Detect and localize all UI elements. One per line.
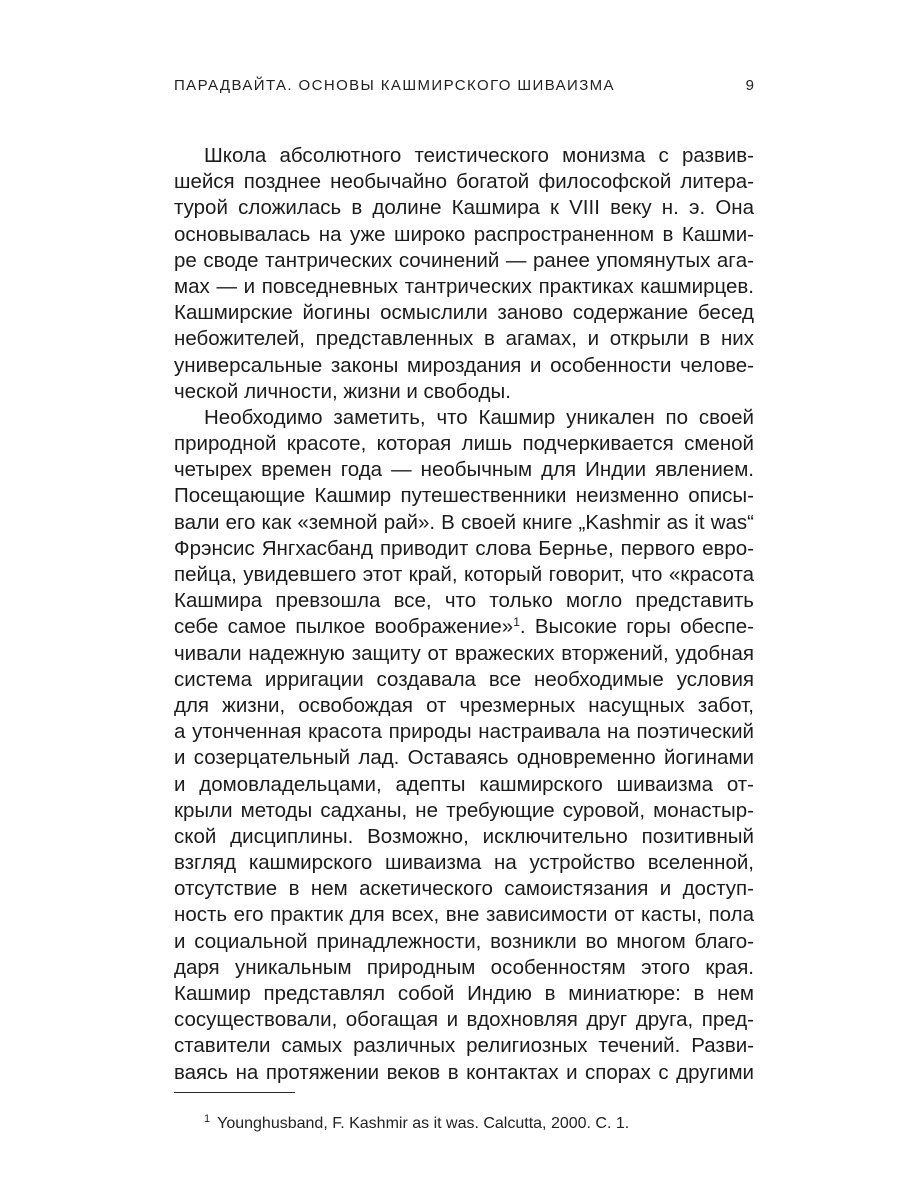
text-line: ческой личности, жизни и свободы. (174, 379, 511, 403)
text-line: Необходимо заметить, что Кашмир уникален по своей (204, 405, 754, 429)
page-number: 9 (745, 76, 754, 94)
text-line: Кашмирские йогины осмыслили заново содержание бесед (174, 301, 754, 325)
footnote-marker: 1 (204, 1113, 211, 1125)
text-line: Фрэнсис Янгхасбанд приводит слова Бернье, первого евро- (174, 536, 754, 560)
text-line: система ирригации создавала все необходимые условия (174, 667, 754, 691)
paragraph-2 (174, 405, 754, 1086)
text-line-with-footnote-ref (174, 614, 754, 640)
paragraph-1 (174, 143, 754, 405)
text-line: ваясь на протяжении веков в контактах и спорах с другими (174, 1060, 754, 1084)
running-title: ПАРАДВАЙТА. ОСНОВЫ КАШМИРСКОГО ШИВАИЗМА (174, 76, 615, 94)
text-line: небожителей, представленных в агамах, и открыли в них (174, 327, 754, 351)
text-line: ставители самых различных религиозных течений. Разви- (174, 1034, 754, 1058)
footnote-ref[interactable]: 1 (513, 615, 520, 630)
footnote-text: Younghusband, F. Kashmir as it was. Calcutta, 2000. С. 1. (217, 1115, 630, 1132)
text-line: Посещающие Кашмир путешественники неизменно описы- (174, 484, 754, 508)
text-line: а утонченная красота природы настраивала на поэтический (174, 720, 754, 744)
text-line: крыли методы садханы, не требующие суровой, монастыр- (174, 798, 754, 822)
text-line: Кашмир представлял собой Индию в миниатюре: в нем (174, 982, 754, 1005)
text-line: четырех времен года — необычным для Индии явлением. (174, 458, 754, 482)
footnote-divider (174, 1092, 295, 1093)
text-line: шейся позднее необычайно богатой философской литера- (174, 170, 754, 194)
text-line: отсутствие в нем аскетического самоистязания и доступ- (174, 877, 754, 901)
text-line: для жизни, освобождая от чрезмерных насущных забот, (174, 693, 754, 717)
text-line: сосуществовали, обогащая и вдохновляя друг друга, пред- (174, 1008, 754, 1032)
text-line: универсальные законы мироздания и особенности челове- (174, 353, 754, 377)
text-line: природной красоте, которая лишь подчеркивается сменой (174, 432, 754, 456)
text-line: и домовладельцами, адепты кашмирского шиваизма от- (174, 772, 754, 796)
text-line: вали его как «земной рай». В своей книге „Kashmir as it was“ (174, 510, 754, 534)
text-line: ность его практик для всех, вне зависимости от касты, пола (174, 903, 754, 927)
text-line: и социальной принадлежности, возникли во многом благо- (174, 929, 754, 953)
text-segment: себе самое пылкое воображение» (174, 615, 514, 639)
text-line: Школа абсолютного теистического монизма с развив- (204, 144, 754, 167)
running-header (174, 75, 754, 95)
text-line: взгляд кашмирского шиваизма на устройство вселенной, (174, 851, 754, 875)
text-line: ре своде тантрических сочинений — ранее упомянутых агa- (174, 248, 754, 272)
body-text (174, 143, 754, 1086)
text-line: пейца, увидевшего этот край, который говорит, что «красота (174, 563, 754, 586)
text-line: даря уникальным природным особенностям этого края. (174, 955, 754, 979)
text-line: ской дисциплины. Возможно, исключительно позитивный (174, 824, 754, 848)
text-line: Кашмира превзошла все, что только могло представить (174, 589, 754, 613)
text-line: основывалась на уже широко распространенном в Кашми- (174, 222, 754, 246)
text-line: мах — и повседневных тантрических практиках кашмирцев. (174, 274, 754, 298)
text-line: чивали надежную защиту от вражеских вторжений, удобная (174, 641, 754, 665)
text-line: турой сложилась в долине Кашмира к VIII веку н. э. Она (174, 196, 754, 220)
text-segment: . Высокие горы обеспе- (519, 615, 754, 639)
text-line: и созерцательный лад. Оставаясь одновременно йогинами (174, 746, 754, 770)
footnote (204, 1113, 724, 1133)
